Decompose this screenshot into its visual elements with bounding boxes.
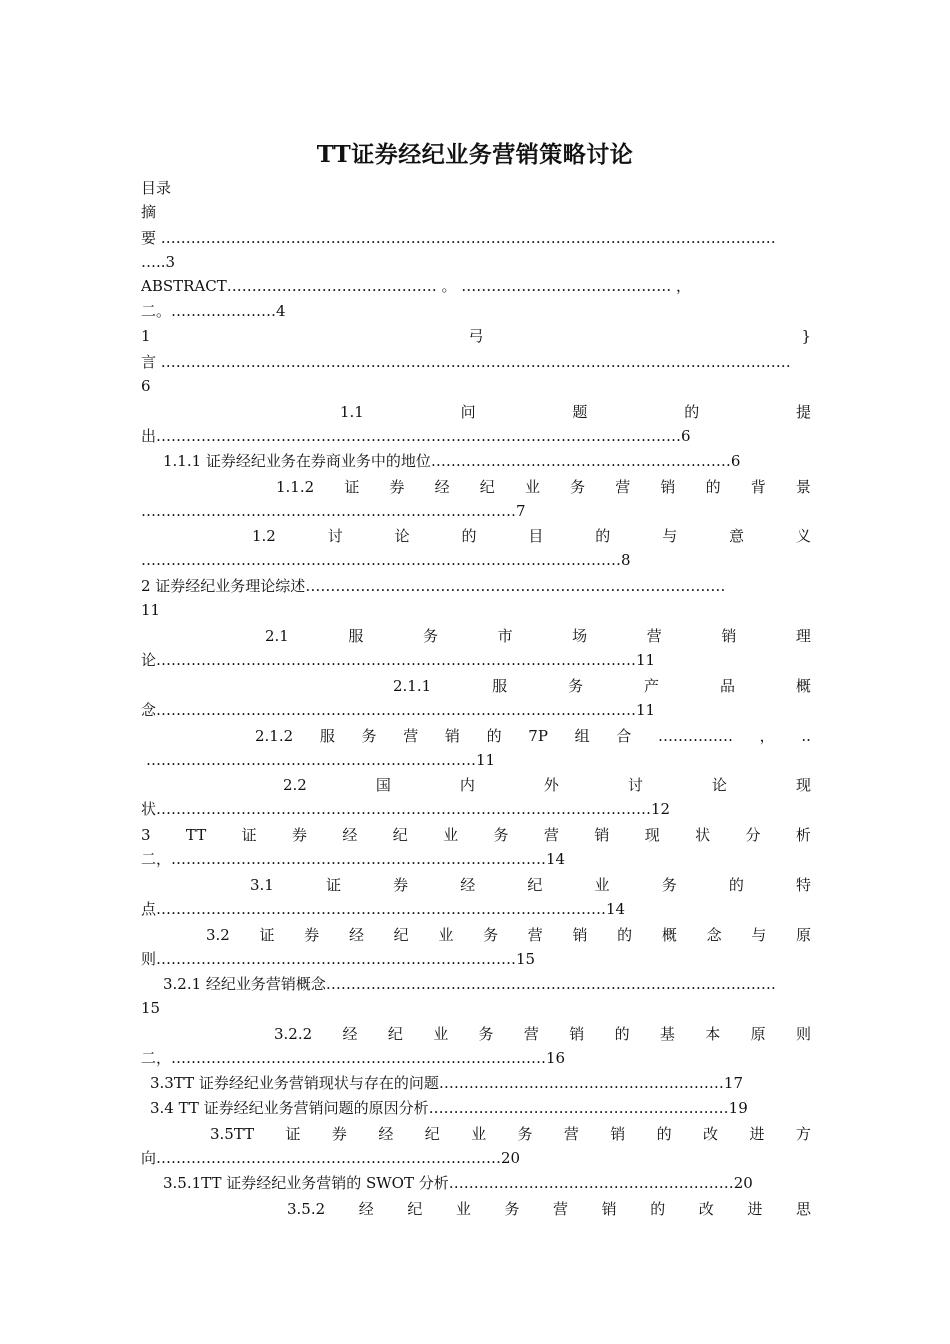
toc-token: 的 (705, 478, 721, 496)
toc-token: 状 (695, 826, 711, 844)
toc-line: 二。…………………4 (141, 302, 286, 320)
toc-token: 概 (795, 677, 811, 695)
toc-token: 3.2 (206, 926, 230, 944)
toc-token: 务 (493, 826, 509, 844)
toc-token: 销 (594, 826, 610, 844)
toc-token: 本 (705, 1025, 721, 1043)
toc-token: 目 (528, 527, 544, 545)
toc-token: 改 (703, 1125, 719, 1143)
toc-token: 营 (646, 627, 662, 645)
toc-token: 务 (568, 677, 584, 695)
toc-token: 经 (342, 826, 358, 844)
toc-line: 目录 (141, 179, 172, 197)
toc-token: 证 (285, 1125, 301, 1143)
toc-token: 销 (569, 1025, 585, 1043)
toc-token: 业 (471, 1125, 487, 1143)
toc-token: 营 (615, 478, 631, 496)
toc-line: 状………………………………………………………………………………………12 (141, 800, 671, 818)
toc-token: 的 (650, 1200, 666, 1218)
toc-token: 2.1.2 (255, 727, 294, 745)
toc-token: 基 (659, 1025, 675, 1043)
toc-line: 则………………………………………………………………15 (141, 950, 536, 968)
toc-token: 券 (389, 478, 405, 496)
toc-token: 1 (141, 327, 151, 345)
toc-line (141, 324, 811, 348)
toc-token: 外 (543, 776, 559, 794)
toc-token: 销 (660, 478, 676, 496)
toc-line: 15 (141, 999, 161, 1017)
toc-line: 3.2.1 经纪业务营销概念……………………………………………………………………………… (163, 975, 776, 993)
document-title: TT证券经纪业务营销策略讨论 (316, 141, 634, 168)
toc-token: 改 (698, 1200, 714, 1218)
toc-token: 3.5.2 (287, 1200, 326, 1218)
toc-token: 的 (728, 876, 744, 894)
toc-token: 2.2 (283, 776, 307, 794)
toc-token: 证 (325, 876, 341, 894)
toc-token: 的 (614, 1025, 630, 1043)
toc-token: 场 (572, 627, 588, 645)
toc-token: 的 (486, 727, 502, 745)
toc-token: 2.1 (265, 627, 289, 645)
toc-line (276, 475, 811, 499)
toc-token: 3.1 (250, 876, 274, 894)
toc-token: 念 (706, 926, 722, 944)
toc-token: 业 (524, 478, 540, 496)
toc-line (206, 923, 811, 947)
toc-token: 则 (795, 1025, 811, 1043)
toc-token: 纪 (393, 926, 409, 944)
toc-token: 的 (617, 926, 633, 944)
toc-line: 摘 (141, 203, 157, 221)
toc-line: 二，…………………………………………………………………16 (141, 1049, 566, 1067)
toc-token: 论 (711, 776, 727, 794)
toc-token: 纪 (424, 1125, 440, 1143)
toc-line (252, 524, 811, 548)
toc-token: 销 (444, 727, 460, 745)
toc-line (274, 1022, 811, 1046)
toc-token: 营 (523, 1025, 539, 1043)
toc-line (141, 823, 811, 847)
toc-token: 现 (795, 776, 811, 794)
toc-token: 务 (361, 727, 377, 745)
toc-token: 进 (749, 1125, 765, 1143)
toc-token: 义 (795, 527, 811, 545)
toc-token: 经 (348, 926, 364, 944)
toc-line: 论……………………………………………………………………………………11 (141, 651, 656, 669)
toc-token: 务 (517, 1125, 533, 1143)
toc-token: 方 (795, 1125, 811, 1143)
toc-token: 营 (563, 1125, 579, 1143)
toc-token: 特 (795, 876, 811, 894)
toc-token: 市 (497, 627, 513, 645)
toc-token: 2.1.1 (393, 677, 432, 695)
toc-token: 营 (553, 1200, 569, 1218)
toc-line: 3.5.1TT 证券经纪业务营销的 SWOT 分析…………………………………………………20 (163, 1174, 753, 1192)
toc-line: 出……………………………………………………………………………………………6 (141, 427, 691, 445)
toc-line: ABSTRACT…………………………………… 。 …………………………………… ， (141, 277, 692, 295)
toc-line: 1.1.1 证券经纪业务在券商业务中的地位……………………………………………………6 (163, 452, 741, 470)
toc-token: 原 (750, 1025, 766, 1043)
toc-token: 提 (795, 403, 811, 421)
toc-token: 销 (610, 1125, 626, 1143)
toc-token: 与 (662, 527, 678, 545)
toc-line (283, 773, 811, 797)
toc-token: 分 (745, 826, 761, 844)
toc-token: 的 (461, 527, 477, 545)
toc-token: 的 (684, 403, 700, 421)
toc-token: 务 (478, 1025, 494, 1043)
toc-token: 证 (344, 478, 360, 496)
toc-token: 券 (291, 826, 307, 844)
toc-token: 国 (375, 776, 391, 794)
toc-line: 向……………………………………………………………20 (141, 1149, 521, 1167)
toc-line (210, 1122, 811, 1146)
toc-token: 理 (795, 627, 811, 645)
toc-line (287, 1197, 811, 1221)
toc-token: 服 (492, 677, 508, 695)
toc-token: 经 (342, 1025, 358, 1043)
toc-token: 合 (616, 727, 632, 745)
toc-line: 二，…………………………………………………………………14 (141, 850, 566, 868)
toc-token: 经 (358, 1200, 374, 1218)
toc-token: 业 (438, 926, 454, 944)
toc-token: 务 (483, 926, 499, 944)
toc-token: 3.2.2 (274, 1025, 313, 1043)
toc-token: 3 (141, 826, 151, 844)
toc-token: 纪 (479, 478, 495, 496)
toc-token: 销 (721, 627, 737, 645)
toc-token: 概 (661, 926, 677, 944)
toc-line: …..3 (141, 253, 176, 271)
toc-token: 营 (403, 727, 419, 745)
toc-token: 的 (656, 1125, 672, 1143)
toc-token: 纪 (527, 876, 543, 894)
toc-line (265, 624, 811, 648)
toc-token: 证 (259, 926, 275, 944)
toc-token: 营 (543, 826, 559, 844)
toc-line: 点………………………………………………………………………………14 (141, 900, 626, 918)
toc-token: 服 (319, 727, 335, 745)
toc-token: 务 (504, 1200, 520, 1218)
toc-token: 务 (423, 627, 439, 645)
toc-token: ， (759, 727, 775, 745)
toc-token: 7P (528, 727, 548, 745)
toc-token: 证 (241, 826, 257, 844)
toc-token: 思 (795, 1200, 811, 1218)
toc-token: 论 (394, 527, 410, 545)
toc-token: 产 (644, 677, 660, 695)
toc-line: 11 (141, 601, 161, 619)
toc-token: TT (185, 826, 207, 844)
toc-token: 析 (795, 826, 811, 844)
toc-token: 销 (572, 926, 588, 944)
toc-token: 业 (433, 1025, 449, 1043)
toc-token: 服 (348, 627, 364, 645)
toc-token: 务 (661, 876, 677, 894)
toc-token: 原 (795, 926, 811, 944)
toc-token: 纪 (392, 826, 408, 844)
toc-token: 业 (594, 876, 610, 894)
toc-token: 券 (331, 1125, 347, 1143)
toc-token: 业 (455, 1200, 471, 1218)
toc-token: …………… (657, 727, 733, 745)
toc-line: 3.3TT 证券经纪业务营销现状与存在的问题…………………………………………………17 (150, 1074, 743, 1092)
toc-token: 3.5TT (210, 1125, 255, 1143)
toc-token: 内 (459, 776, 475, 794)
toc-token: } (801, 327, 811, 345)
toc-token: 组 (574, 727, 590, 745)
toc-token: 问 (460, 403, 476, 421)
toc-token: 背 (750, 478, 766, 496)
toc-token: 讨 (627, 776, 643, 794)
toc-line: 2 证券经纪业务理论综述………………………………………………………………………… (141, 577, 726, 595)
toc-token: 题 (572, 403, 588, 421)
toc-line: 3.4 TT 证券经纪业务营销问题的原因分析……………………………………………………19 (150, 1099, 748, 1117)
toc-line: 言 ……………………………………………………………………………………………………………… (141, 353, 791, 371)
toc-token: 务 (570, 478, 586, 496)
toc-token: .. (801, 727, 811, 745)
toc-token: 现 (644, 826, 660, 844)
toc-token: 弓 (468, 327, 484, 345)
toc-line: 念……………………………………………………………………………………11 (141, 701, 656, 719)
toc-line: …………………………………………………………………7 (141, 502, 526, 520)
toc-line: …………………………………………………………11 (146, 751, 496, 769)
toc-token: 景 (795, 478, 811, 496)
toc-token: 营 (527, 926, 543, 944)
toc-token: 1.1.2 (276, 478, 315, 496)
toc-token: 经 (460, 876, 476, 894)
toc-line (255, 724, 811, 748)
toc-line: 要 …………………………………………………………………………………………………………… (141, 229, 776, 247)
toc-token: 的 (595, 527, 611, 545)
toc-token: 品 (719, 677, 735, 695)
toc-token: 纪 (387, 1025, 403, 1043)
toc-token: 券 (304, 926, 320, 944)
toc-line (250, 873, 811, 897)
toc-token: 意 (729, 527, 745, 545)
toc-line: ……………………………………………………………………………………8 (141, 551, 631, 569)
toc-token: 券 (393, 876, 409, 894)
toc-line: 6 (141, 377, 151, 395)
toc-token: 经 (434, 478, 450, 496)
toc-token: 进 (747, 1200, 763, 1218)
toc-token: 销 (601, 1200, 617, 1218)
toc-token: 1.1 (340, 403, 364, 421)
toc-token: 1.2 (252, 527, 276, 545)
toc-line (393, 674, 811, 698)
toc-token: 与 (751, 926, 767, 944)
toc-token: 经 (378, 1125, 394, 1143)
toc-token: 业 (443, 826, 459, 844)
toc-token: 讨 (327, 527, 343, 545)
toc-token: 纪 (407, 1200, 423, 1218)
toc-line (340, 400, 811, 424)
